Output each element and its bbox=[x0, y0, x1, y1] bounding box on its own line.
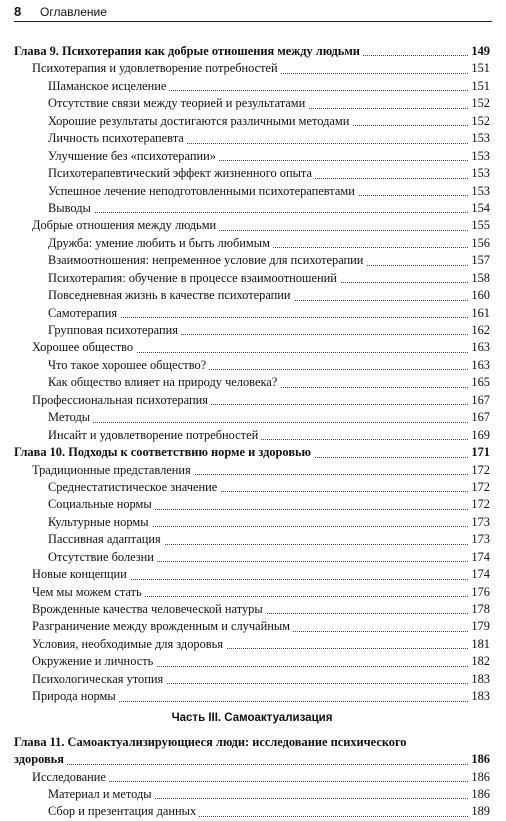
toc-section-chapters-9-10 bbox=[14, 43, 490, 706]
part-heading: Часть III. Самоактуализация bbox=[171, 711, 333, 724]
toc-entry-title: Методы bbox=[48, 409, 93, 426]
dot-leader bbox=[14, 764, 468, 765]
toc-page-number: 181 bbox=[471, 636, 490, 651]
toc-entry-title: Что такое хорошее общество? bbox=[48, 357, 209, 374]
toc-entry-title: Новые концепции bbox=[32, 566, 130, 583]
toc-page-number: 182 bbox=[471, 654, 490, 669]
toc-entry bbox=[14, 671, 490, 688]
toc-entry bbox=[14, 653, 490, 670]
toc-entry-title: Психотерапия: обучение в процессе взаимоотношений bbox=[48, 270, 340, 287]
toc-page-number: 172 bbox=[471, 479, 490, 494]
dot-leader bbox=[48, 212, 468, 213]
toc-entry bbox=[14, 200, 490, 217]
toc-page-number: 155 bbox=[471, 218, 490, 233]
toc-page-number: 186 bbox=[471, 769, 490, 784]
toc-entry bbox=[14, 270, 490, 287]
toc-entry-title: Материал и методы bbox=[48, 786, 155, 803]
toc-entry bbox=[14, 392, 490, 409]
toc-page-number: 158 bbox=[471, 270, 490, 285]
toc-entry-title: Традиционные представления bbox=[32, 462, 194, 479]
toc-page-number: 186 bbox=[471, 752, 490, 767]
toc-entry-title: Хорошее общество bbox=[32, 339, 136, 356]
toc-page-number: 153 bbox=[471, 148, 490, 163]
toc-page-number: 153 bbox=[471, 166, 490, 181]
running-header bbox=[14, 4, 492, 20]
toc-entry-title: Окружение и личность bbox=[32, 653, 156, 670]
toc-chapter-entry bbox=[14, 444, 490, 461]
toc-entry bbox=[14, 601, 490, 618]
toc-entry-title: Улучшение без «психотерапии» bbox=[48, 148, 219, 165]
toc-entry bbox=[14, 479, 490, 496]
toc-page-number: 174 bbox=[471, 567, 490, 582]
toc-entry bbox=[14, 357, 490, 374]
toc-entry-title: Врожденные качества человеческой натуры bbox=[32, 601, 266, 618]
toc-entry-title: Личность психотерапевта bbox=[48, 130, 187, 147]
toc-page-number: 163 bbox=[471, 357, 490, 372]
toc-entry bbox=[14, 148, 490, 165]
toc-page-number: 149 bbox=[471, 44, 490, 58]
toc-page-number: 172 bbox=[471, 462, 490, 477]
toc-page-number: 183 bbox=[471, 671, 490, 686]
toc-page-number: 186 bbox=[471, 786, 490, 801]
toc-page-number: 151 bbox=[471, 61, 490, 76]
toc-entry-title: Глава 10. Подходы к соответствию норме и здоровью bbox=[14, 444, 314, 461]
toc-entry-title: Социальные нормы bbox=[48, 496, 155, 513]
toc-entry-title: Групповая психотерапия bbox=[48, 322, 181, 339]
toc-entry bbox=[14, 549, 490, 566]
toc-entry bbox=[14, 305, 490, 322]
chapter-11-title-line2: здоровья bbox=[14, 751, 67, 768]
toc-entry-title: Пассивная адаптация bbox=[48, 531, 164, 548]
toc-entry-title: Разграничение между врожденным и случайным bbox=[32, 618, 293, 635]
toc-entry bbox=[14, 183, 490, 200]
toc-entry-title: Инсайт и удовлетворение потребностей bbox=[48, 427, 261, 444]
toc-page-number: 179 bbox=[471, 619, 490, 634]
toc-entry-title: Самотерапия bbox=[48, 305, 120, 322]
toc-entry bbox=[14, 584, 490, 601]
toc-page-number: 163 bbox=[471, 340, 490, 355]
toc-entry bbox=[14, 688, 490, 705]
toc-entry-title: Психотерапия и удовлетворение потребностей bbox=[32, 60, 281, 77]
toc-page-number: 173 bbox=[471, 514, 490, 529]
toc-page-number: 157 bbox=[471, 253, 490, 268]
toc-entry-title: Глава 9. Психотерапия как добрые отношения между людьми bbox=[14, 43, 363, 60]
toc-entry bbox=[14, 409, 490, 426]
toc-entry-title: Психотерапевтический эффект жизненного опыта bbox=[48, 165, 315, 182]
toc-page-number: 152 bbox=[471, 96, 490, 111]
toc-entry bbox=[14, 95, 490, 112]
toc-entry-title: Добрые отношения между людьми bbox=[32, 217, 219, 234]
toc-entry bbox=[14, 322, 490, 339]
toc-entry-title: Дружба: умение любить и быть любимым bbox=[48, 235, 273, 252]
toc-entry bbox=[14, 427, 490, 444]
toc-entry-title: Отсутствие связи между теорией и результатами bbox=[48, 95, 308, 112]
toc-entry-title: Выводы bbox=[48, 200, 94, 217]
toc-entry bbox=[14, 618, 490, 635]
toc-page-number: 169 bbox=[471, 427, 490, 442]
toc-page-number: 154 bbox=[471, 200, 490, 215]
toc-entry-title: Профессиональная психотерапия bbox=[32, 392, 211, 409]
toc-entry bbox=[14, 769, 490, 786]
toc-entry-title: Взаимоотношения: непременное условие для психотерапии bbox=[48, 252, 366, 269]
toc-entry bbox=[14, 252, 490, 269]
toc-entry bbox=[14, 514, 490, 531]
toc-entry bbox=[14, 165, 490, 182]
toc-page-number: 165 bbox=[471, 375, 490, 390]
toc-entry bbox=[14, 803, 490, 820]
toc-page-number: 167 bbox=[471, 392, 490, 407]
toc-entry bbox=[14, 374, 490, 391]
toc-entry-title: Как общество влияет на природу человека? bbox=[48, 374, 280, 391]
running-header-title: Оглавление bbox=[40, 5, 107, 19]
toc-entry bbox=[14, 130, 490, 147]
toc-page-number: 178 bbox=[471, 602, 490, 616]
toc-entry-title: Среднестатистическое значение bbox=[48, 479, 220, 496]
toc-page-number: 151 bbox=[471, 78, 490, 93]
toc-entry bbox=[14, 339, 490, 356]
toc-entry bbox=[14, 566, 490, 583]
toc-entry bbox=[14, 217, 490, 234]
toc-page-number: 171 bbox=[471, 445, 490, 460]
toc-entry bbox=[14, 60, 490, 77]
toc-page-number: 162 bbox=[471, 323, 490, 337]
toc-entry-title: Исследование bbox=[32, 769, 109, 786]
toc-entry bbox=[14, 113, 490, 130]
toc-entry-title: Условия, необходимые для здоровья bbox=[32, 636, 226, 653]
toc-entry-title: Успешное лечение неподготовленными психотерапевтами bbox=[48, 183, 358, 200]
chapter-11-title-line1: Глава 11. Самоактуализирующиеся люди: исследование психического bbox=[14, 734, 407, 749]
toc-entry-title: Культурные нормы bbox=[48, 514, 152, 531]
toc-entry-title: Шаманское исцеление bbox=[48, 78, 169, 95]
toc-entry bbox=[14, 636, 490, 653]
toc-page-number: 173 bbox=[471, 532, 490, 547]
toc-section-chapter-11 bbox=[14, 769, 490, 821]
toc-entry-title: Отсутствие болезни bbox=[48, 549, 157, 566]
toc-page-number: 174 bbox=[471, 549, 490, 564]
dot-leader bbox=[48, 422, 468, 423]
toc-entry bbox=[14, 496, 490, 513]
toc-page-number: 153 bbox=[471, 131, 490, 146]
toc-entry bbox=[14, 531, 490, 548]
toc-entry bbox=[14, 287, 490, 304]
toc-entry-title: Психологическая утопия bbox=[32, 671, 166, 688]
toc-entry bbox=[14, 462, 490, 479]
chapter-11-entry bbox=[14, 751, 490, 768]
table-of-contents bbox=[14, 43, 490, 821]
toc-page-number: 153 bbox=[471, 183, 490, 198]
toc-entry-title: Чем мы можем стать bbox=[32, 584, 145, 601]
toc-entry-title: Повседневная жизнь в качестве психотерапии bbox=[48, 287, 294, 304]
toc-page-number: 167 bbox=[471, 410, 490, 425]
toc-entry bbox=[14, 78, 490, 95]
toc-page-number: 183 bbox=[471, 689, 490, 704]
toc-page-number: 161 bbox=[471, 305, 490, 320]
toc-page-number: 176 bbox=[471, 584, 490, 599]
header-divider bbox=[14, 21, 492, 22]
toc-entry-title: Хорошие результаты достигаются различными методами bbox=[48, 113, 352, 130]
toc-page-number: 152 bbox=[471, 113, 490, 128]
toc-entry bbox=[14, 786, 490, 803]
toc-page-number: 156 bbox=[471, 235, 490, 250]
toc-chapter-entry bbox=[14, 43, 490, 60]
toc-entry-title: Природа нормы bbox=[32, 688, 119, 705]
page-number: 8 bbox=[14, 4, 22, 19]
toc-page-number: 160 bbox=[471, 288, 490, 303]
toc-entry-title: Сбор и презентация данных bbox=[48, 803, 199, 820]
toc-page-number: 172 bbox=[471, 497, 490, 512]
toc-entry bbox=[14, 235, 490, 252]
toc-page-number: 189 bbox=[471, 804, 490, 819]
